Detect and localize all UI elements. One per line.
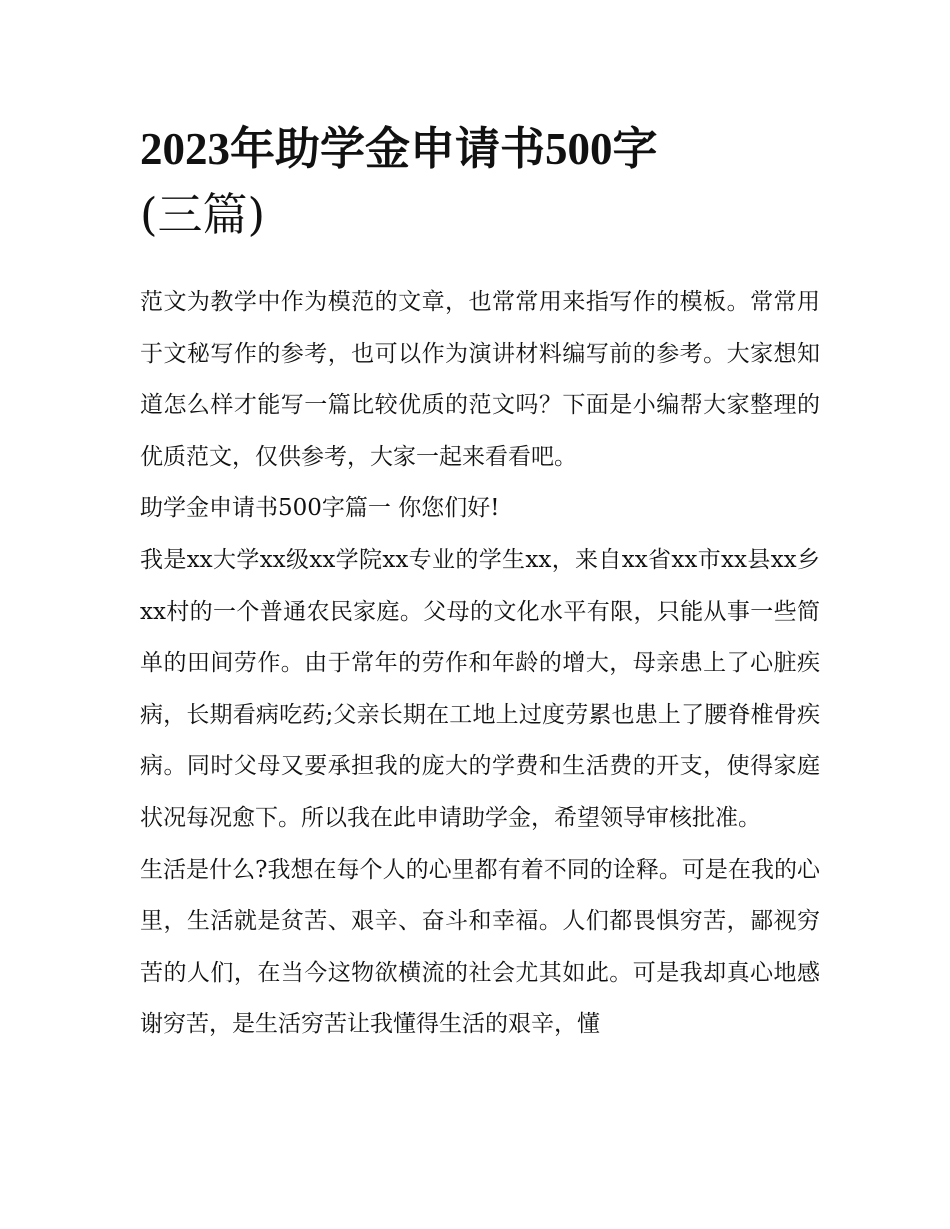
life-reflection-paragraph: 生活是什么?我想在每个人的心里都有着不同的诠释。可是在我的心里，生活就是贫苦、艰辛、奋斗和幸福。人们都畏惧穷苦，鄙视穷苦的人们，在当今这物欲横流的社会尤其如此。可是我却真心地感谢穷苦，是生活穷苦让我懂得生活的艰辛，懂 <box>140 856 820 1038</box>
section-heading-paragraph: 助学金申请书500字篇一 你您们好! <box>140 495 500 522</box>
title-line-1: 2023年助学金申请书500字 <box>140 124 658 174</box>
document-body <box>140 277 820 1051</box>
document-title <box>140 116 820 248</box>
intro-paragraph: 范文为教学中作为模范的文章，也常常用来指写作的模板。常常用于文秘写作的参考，也可以作为演讲材料编写前的参考。大家想知道怎么样才能写一篇比较优质的范文吗？下面是小编帮大家整理的优质范文，仅供参考，大家一起来看看吧。 <box>140 289 820 470</box>
family-background-paragraph: 我是xx大学xx级xx学院xx专业的学生xx，来自xx省xx市xx县xx乡xx村的一个普通农民家庭。父母的文化水平有限，只能从事一些简单的田间劳作。由于常年的劳作和年龄的增大，母亲患上了心脏疾病，长期看病吃药;父亲长期在工地上过度劳累也患上了腰脊椎骨疾病。同时父母又要承担我的庞大的学费和生活费的开支，使得家庭状况每况愈下。所以我在此申请助学金，希望领导审核批准。 <box>140 546 820 831</box>
title-line-2: (三篇) <box>140 188 266 241</box>
